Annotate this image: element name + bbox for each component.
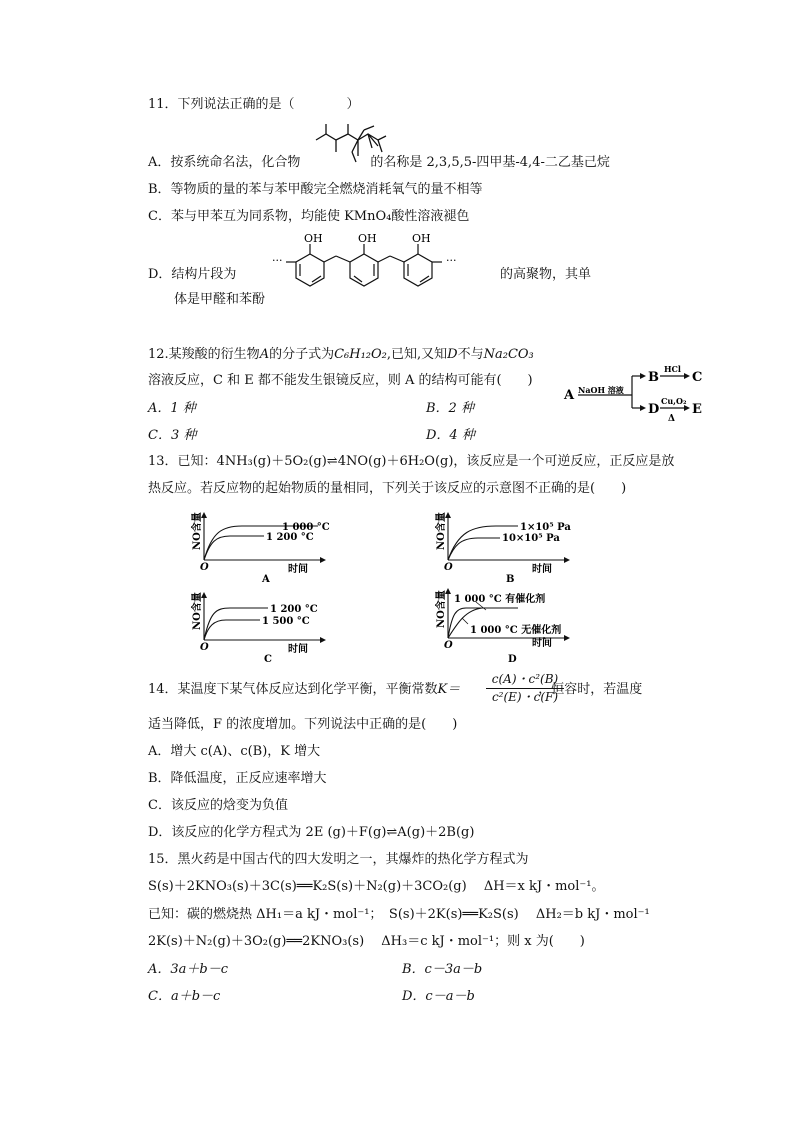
q12-line1-c: ,已知,又知 <box>386 347 448 362</box>
q12-line1-d: 不与 <box>457 347 484 362</box>
q13-graph-a <box>182 512 362 584</box>
q11-option-d-post: 的高聚物，其单 <box>500 267 592 282</box>
q13-line1: 13．已知：4NH₃(g)＋5O₂(g)⇌4NO(g)＋6H₂O(g)，该反应是一个可逆反应，正反应是放 <box>148 454 675 469</box>
q12-reaction-scheme <box>560 362 710 424</box>
q13-graph-d-lower: 1 000 °C 无催化剂 <box>470 625 562 636</box>
q12-formula: C₆H₁₂O₂ <box>334 347 387 362</box>
q11-dots-right: ··· <box>446 254 457 267</box>
q12-scheme-delta: Δ <box>668 414 675 424</box>
q15-line1: 15．黑火药是中国古代的四大发明之一，其爆炸的热化学方程式为 <box>148 852 529 867</box>
q11-oh-label-3: OH <box>412 232 431 245</box>
q12-compound-a: A <box>259 347 270 362</box>
q13-graph-b-label: B <box>506 574 515 584</box>
q14-line1 <box>148 681 642 699</box>
q13-graph-c-ylabel: NO含量 <box>192 592 203 630</box>
q14-line2: 适当降低，F 的浓度增加。下列说法中正确的是( ) <box>148 717 458 732</box>
q13-graph-b-xlabel: 时间 <box>532 564 552 575</box>
q11-oh-label-1: OH <box>304 232 323 245</box>
q13-graph-b-origin: O <box>444 562 453 573</box>
q12-scheme-a: A <box>564 388 575 403</box>
q14-option-a: A．增大 c(A)、c(B)，K 增大 <box>148 744 321 759</box>
q15-option-b: B．c－3a－b <box>402 962 483 977</box>
q11-option-c: C．苯与甲苯互为同系物，均能使 KMnO₄酸性溶液褪色 <box>148 209 470 224</box>
q11-option-a <box>148 154 610 172</box>
q11-option-b: B．等物质的量的苯与苯甲酸完全燃烧消耗氧气的量不相等 <box>148 182 483 197</box>
q11-option-d-line2: 体是甲醛和苯酚 <box>174 292 266 307</box>
q12-scheme-hcl: HCl <box>664 364 681 374</box>
q13-graph-a-label: A <box>262 574 270 584</box>
q12-line1-b: 的分子式为 <box>269 347 335 362</box>
q14-fraction <box>486 672 564 705</box>
q12-scheme-reagent: NaOH 溶液 <box>578 385 624 395</box>
q13-graph-a-xlabel: 时间 <box>288 564 308 575</box>
q15-line2: S(s)＋2KNO₃(s)＋3C(s)══K₂S(s)＋N₂(g)＋3CO₂(g) ΔH＝x kJ・mol⁻¹。 <box>148 879 605 894</box>
q11-oh-label-2: OH <box>358 232 377 245</box>
q13-graph-a-ylabel: NO含量 <box>192 512 203 550</box>
q11-dots-left: ··· <box>272 254 283 267</box>
q13-line2: 热反应。若反应物的起始物质的量相同，下列关于该反应的示意图不正确的是( ) <box>148 481 627 496</box>
q14-k: K＝ <box>437 682 461 697</box>
q11-option-d-pre: D．结构片段为 <box>148 267 237 282</box>
q12-option-b: B．2 种 <box>426 401 474 416</box>
q13-graph-d-upper: 1 000 °C 有催化剂 <box>454 594 546 605</box>
q12-line1-a: 12.某羧酸的衍生物 <box>148 347 260 362</box>
q14-line1-pre: 14．某温度下某气体反应达到化学平衡，平衡常数 <box>148 682 438 697</box>
q13-graph-a-lower: 1 200 °C <box>266 532 314 543</box>
q13-graph-b-upper: 1×10⁵ Pa <box>520 522 571 533</box>
q13-graph-d-origin: O <box>444 640 453 651</box>
q13-graph-d <box>426 588 606 664</box>
q13-graph-a-upper: 1 000 °C <box>282 522 330 533</box>
q11-stem: 11．下列说法正确的是（ ） <box>148 97 360 112</box>
q14-line1-post: ，恒容时，若温度 <box>538 682 643 697</box>
q12-scheme-e: E <box>692 402 702 417</box>
q12-line1 <box>148 346 534 364</box>
q15-line4: 2K(s)＋N₂(g)＋3O₂(g)══2KNO₃(s) ΔH₃＝c kJ・mol⁻¹；则 x 为( ) <box>148 934 585 949</box>
q12-option-a: A．1 种 <box>148 401 196 416</box>
q11-option-a-post: 的名称是 2,3,5,5-四甲基-4,4-二乙基己烷 <box>370 155 610 170</box>
q12-scheme-b: B <box>648 370 659 385</box>
q14-option-c: C．该反应的焓变为负值 <box>148 798 288 813</box>
q13-graph-d-xlabel: 时间 <box>532 638 552 649</box>
q11-option-a-pre: A．按系统命名法，化合物 <box>148 155 301 170</box>
q12-line2: 溶液反应，C 和 E 都不能发生银镜反应，则 A 的结构可能有( ) <box>148 373 533 388</box>
q12-salt: Na₂CO₃ <box>483 347 534 362</box>
q12-scheme-c: C <box>692 370 703 385</box>
q13-graph-c-xlabel: 时间 <box>288 644 308 655</box>
q15-option-a: A．3a＋b－c <box>148 962 229 977</box>
q13-graph-a-origin: O <box>200 562 209 573</box>
q14-option-d: D．该反应的化学方程式为 2E (g)＋F(g)⇌A(g)＋2B(g) <box>148 825 475 840</box>
q14-numerator: c(A)・c²(B) <box>491 672 559 686</box>
q13-graph-c-label: C <box>264 654 272 664</box>
q12-scheme-d: D <box>648 402 660 417</box>
q12-scheme-cuo2: Cu,O₂ <box>661 396 687 406</box>
q12-compound-d: D <box>447 347 458 362</box>
q12-option-d: D．4 种 <box>426 428 475 443</box>
q13-graph-d-ylabel: NO含量 <box>436 590 447 628</box>
q15-line3: 已知：碳的燃烧热 ΔH₁＝a kJ・mol⁻¹； S(s)＋2K(s)══K₂S(s) ΔH₂＝b kJ・mol⁻¹ <box>148 907 650 922</box>
q13-graph-c-origin: O <box>200 642 209 653</box>
q15-option-c: C．a＋b－c <box>148 989 221 1004</box>
q13-graph-b-lower: 10×10⁵ Pa <box>502 533 560 544</box>
q13-graph-c-upper: 1 200 °C <box>270 604 318 615</box>
q13-graph-b-ylabel: NO含量 <box>436 512 447 550</box>
q14-denominator: c²(E)・c(F) <box>491 690 559 704</box>
q12-option-c: C．3 种 <box>148 428 197 443</box>
q15-option-d: D．c－a－b <box>402 989 475 1004</box>
q13-graph-c-lower: 1 500 °C <box>262 616 310 627</box>
q14-option-b: B．降低温度，正反应速率增大 <box>148 771 327 786</box>
q11-polymer-fragment <box>270 232 500 300</box>
q13-graph-b <box>426 512 606 584</box>
q13-graph-c <box>182 592 362 664</box>
q13-graph-d-label: D <box>508 654 517 664</box>
